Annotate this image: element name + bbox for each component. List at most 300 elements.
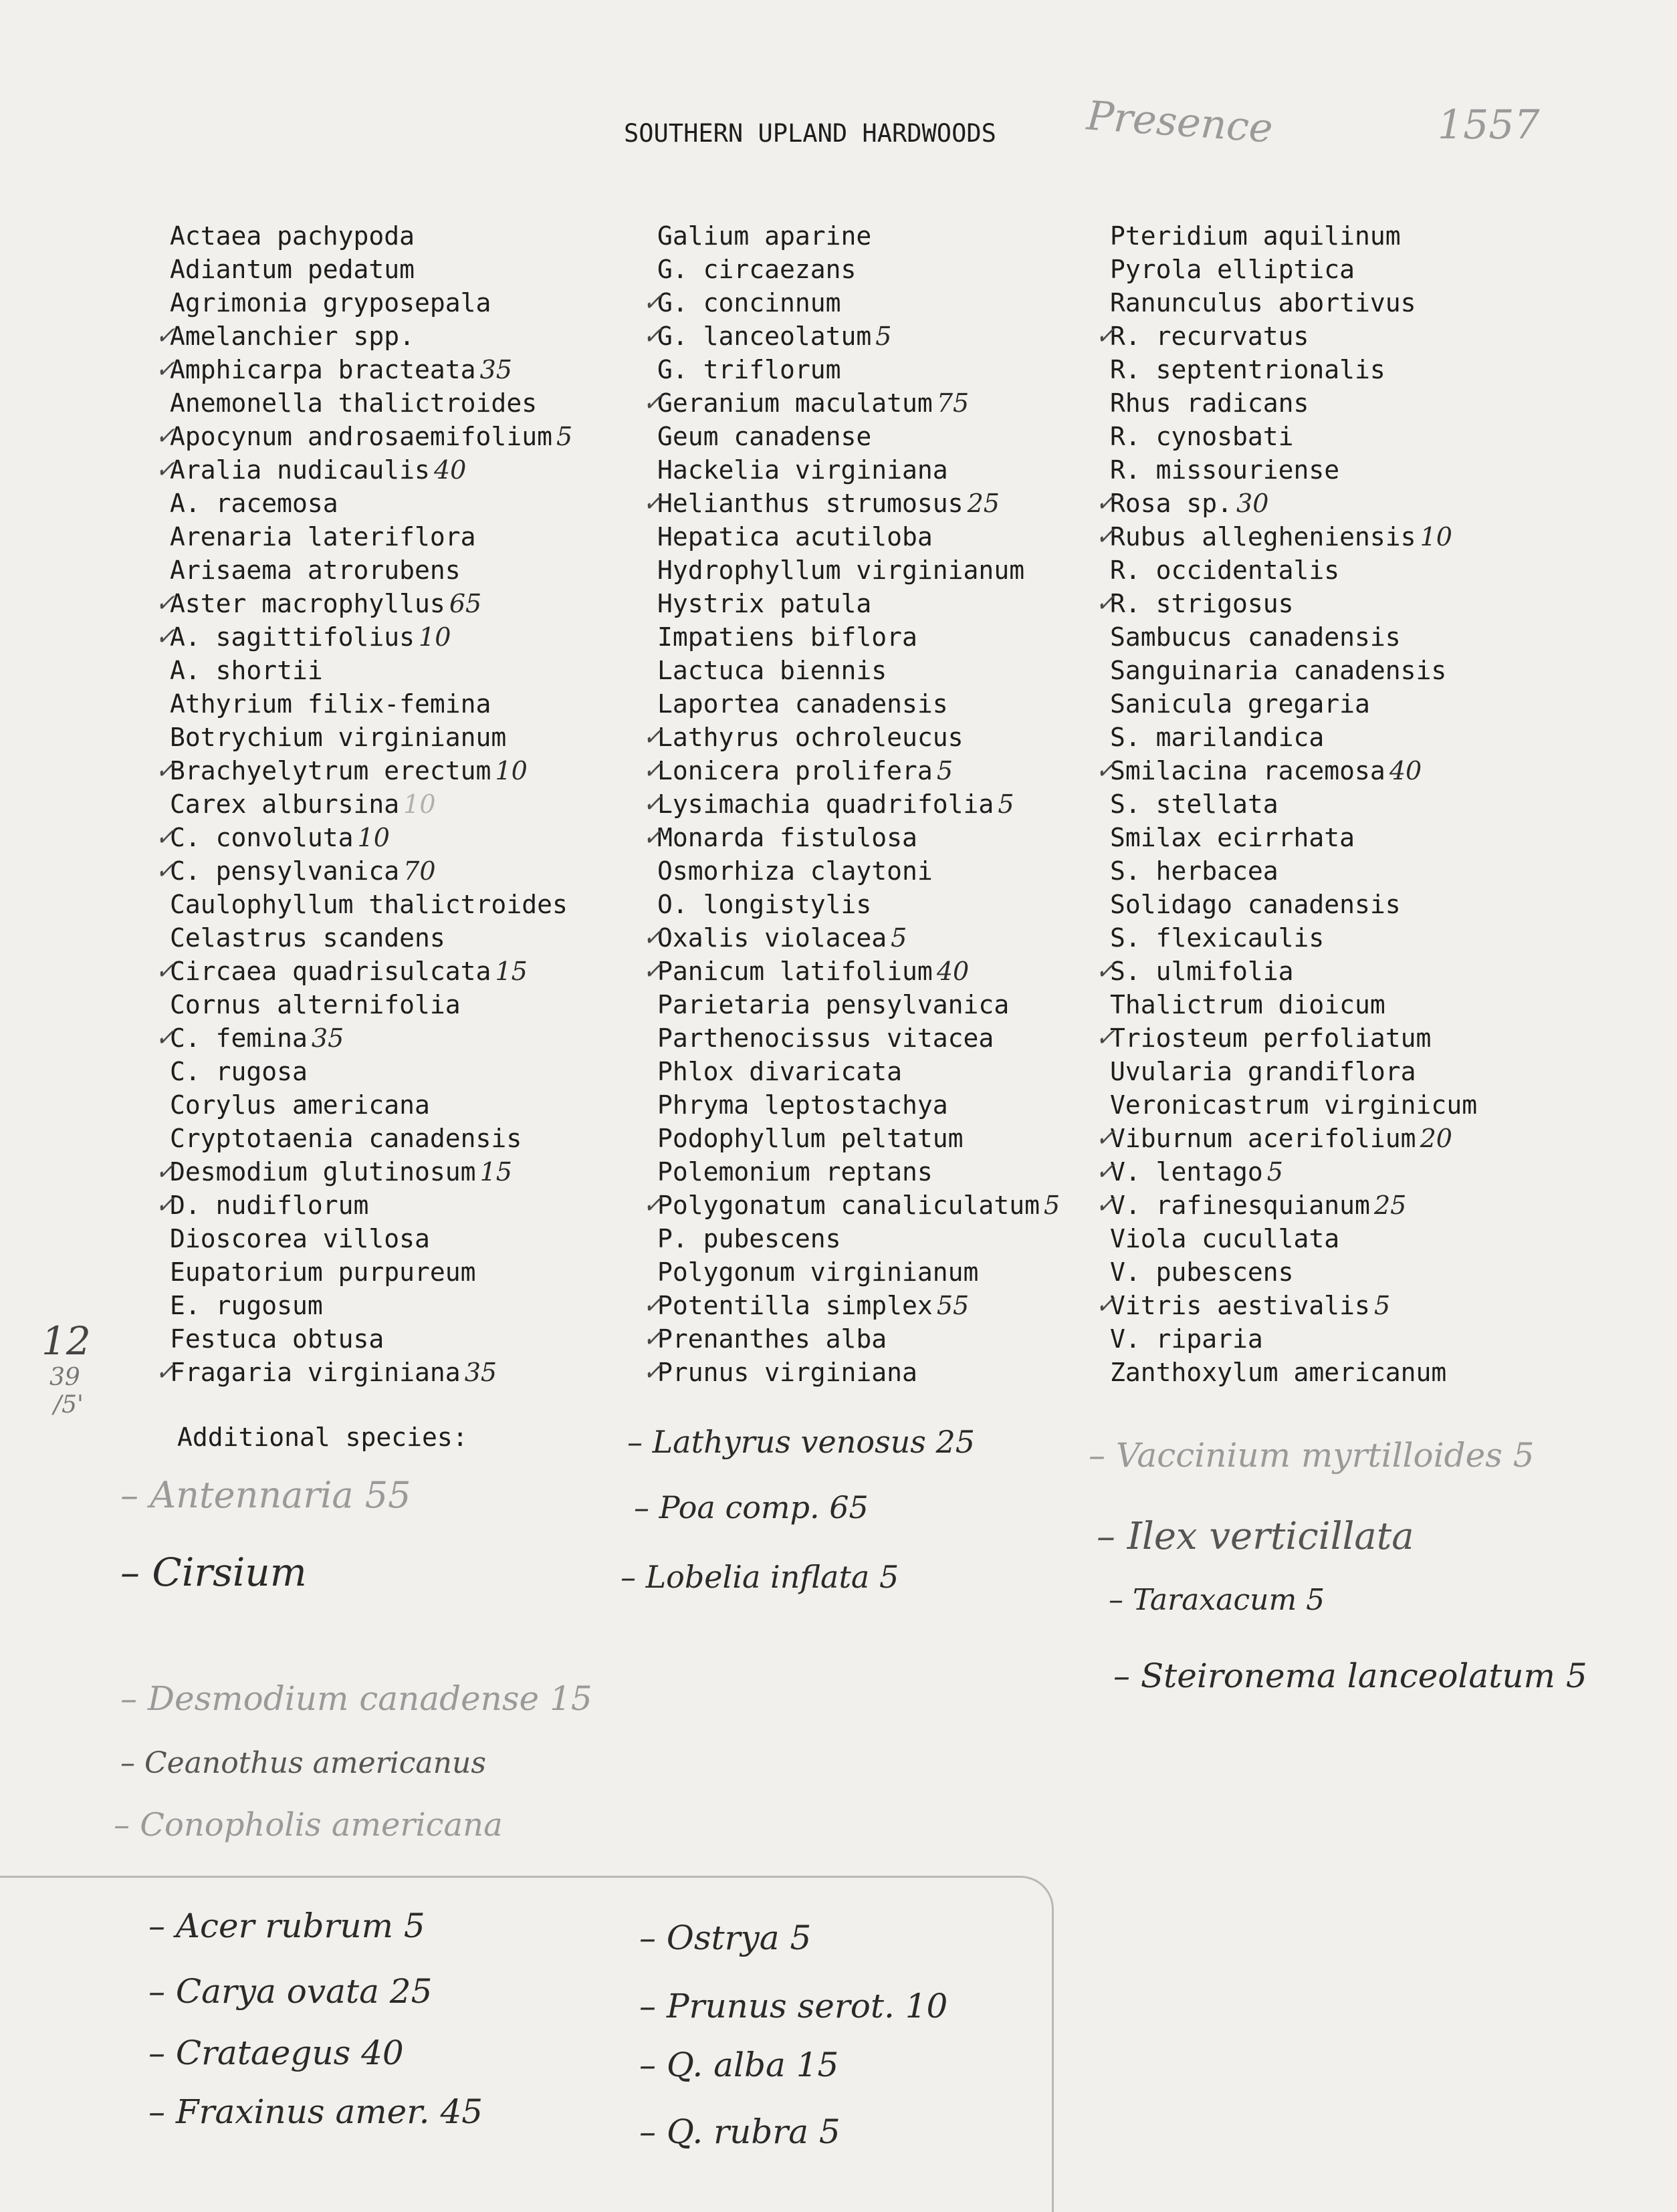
handwritten-species: – Q. alba 15 [639,2046,839,2084]
species-entry [1095,320,1477,353]
species-entry [657,453,1060,487]
species-entry [1110,1255,1477,1289]
species-entry [1095,1289,1477,1322]
species-entry [1110,1222,1477,1255]
species-entry [643,1356,1060,1389]
check-mark-icon: ✓ [1095,1191,1116,1219]
species-name: Pteridium aquilinum [1110,221,1401,251]
species-name: Botrychium virginianum [170,723,507,752]
species-entry [170,1122,572,1155]
species-name: V. pubescens [1110,1257,1294,1287]
species-entry [1110,1055,1477,1088]
species-entry [155,1356,572,1389]
species-entry [1110,687,1477,721]
species-entry [643,787,1060,821]
species-entry [1110,988,1477,1021]
species-name: G. circaezans [657,255,857,284]
species-name: Ranunculus abortivus [1110,288,1416,318]
species-entry [170,921,572,955]
handwritten-species: – Lathyrus venosus 25 [627,1424,976,1460]
species-name: E. rugosum [170,1291,323,1320]
species-entry [1110,1356,1477,1389]
species-name: G. lanceolatum [657,322,872,351]
species-entry [643,487,1060,520]
species-name: C. rugosa [170,1057,308,1086]
check-mark-icon: ✓ [643,824,663,851]
species-name: Eupatorium purpureum [170,1257,476,1287]
species-name: Celastrus scandens [170,923,445,953]
species-name: Fragaria virginiana [170,1358,461,1387]
handwritten-species: – Lobelia inflata 5 [621,1559,899,1595]
species-entry [155,1189,572,1222]
species-entry [155,821,572,854]
check-mark-icon: ✓ [155,322,176,350]
abundance-mark: 20 [1420,1124,1452,1153]
species-name: Galium aparine [657,221,872,251]
abundance-mark: 5 [1043,1191,1060,1220]
species-entry [170,1255,572,1289]
abundance-mark: 70 [403,856,436,886]
species-name: Carex albursina [170,789,400,819]
species-entry [1110,453,1477,487]
species-name: Geum canadense [657,422,872,451]
handwritten-species: – Acer rubrum 5 [148,1907,425,1945]
species-entry [657,620,1060,654]
species-name: Impatiens biflora [657,622,917,652]
species-name: Festuca obtusa [170,1324,384,1354]
species-name: Prunus virginiana [657,1358,917,1387]
species-entry [643,386,1060,420]
species-entry [657,520,1060,554]
species-entry [155,353,572,386]
species-entry [657,353,1060,386]
species-name: Viburnum acerifolium [1110,1124,1416,1153]
species-name: Athyrium filix-femina [170,689,491,719]
additional-species-label: Additional species: [177,1423,468,1452]
species-entry [643,320,1060,353]
species-entry [1110,1322,1477,1356]
species-name: A. racemosa [170,489,338,518]
check-mark-icon: ✓ [643,924,663,951]
check-mark-icon: ✓ [643,757,663,784]
abundance-mark: 75 [936,388,970,418]
species-entry [657,1222,1060,1255]
check-mark-icon: ✓ [1095,523,1116,550]
check-mark-icon: ✓ [643,723,663,751]
species-name: Lysimachia quadrifolia [657,789,994,819]
abundance-mark: 40 [936,957,970,986]
species-entry [657,1155,1060,1189]
species-entry [170,1088,572,1122]
species-name: Amphicarpa bracteata [170,355,476,384]
species-name: Parthenocissus vitacea [657,1023,994,1053]
handwritten-species: – Antennaria 55 [120,1474,411,1516]
check-mark-icon: ✓ [1095,1292,1116,1319]
species-name: Dioscorea villosa [170,1224,430,1253]
species-name: Corylus americana [170,1090,430,1120]
species-entry [1095,955,1477,988]
handwritten-species: – Desmodium canadense 15 [120,1679,592,1718]
species-entry [1110,554,1477,587]
species-name: S. ulmifolia [1110,957,1294,986]
species-name: C. convoluta [170,823,354,852]
species-name: V. rafinesquianum [1110,1191,1370,1220]
check-mark-icon: ✓ [643,322,663,350]
species-name: O. longistylis [657,890,872,919]
check-mark-icon: ✓ [155,957,176,985]
species-name: Rhus radicans [1110,388,1309,418]
abundance-mark: 10 [419,622,451,652]
species-entry [657,1122,1060,1155]
species-entry [1095,1155,1477,1189]
species-entry [170,888,572,921]
species-entry [170,654,572,687]
check-mark-icon: ✓ [155,1358,176,1386]
species-entry [170,1222,572,1255]
check-mark-icon: ✓ [1095,489,1116,517]
species-name: Hepatica acutiloba [657,522,933,551]
species-entry [1110,386,1477,420]
species-entry [657,554,1060,587]
handwritten-species: – Carya ovata 25 [148,1972,433,2011]
check-mark-icon: ✓ [155,356,176,383]
species-name: Aster macrophyllus [170,589,445,618]
species-entry [1110,253,1477,286]
abundance-mark: 15 [479,1157,512,1187]
species-name: Desmodium glutinosum [170,1157,476,1187]
margin-note [41,1318,115,1419]
species-name: Thalictrum dioicum [1110,990,1385,1019]
species-name: V. riparia [1110,1324,1263,1354]
species-entry [643,955,1060,988]
species-entry [657,854,1060,888]
species-entry [643,921,1060,955]
species-entry [1110,420,1477,453]
species-name: Arisaema atrorubens [170,556,461,585]
species-entry [1095,1122,1477,1155]
presence-note: Presence [1085,92,1274,152]
species-name: Phryma leptostachya [657,1090,948,1120]
handwritten-species: – Q. rubra 5 [639,2112,841,2151]
species-name: G. triflorum [657,355,841,384]
handwritten-species: – Poa comp. 65 [634,1489,869,1525]
abundance-mark: 35 [464,1358,497,1387]
species-entry [170,286,572,320]
abundance-mark: 35 [479,355,512,384]
species-entry [155,453,572,487]
species-name: Podophyllum peltatum [657,1124,964,1153]
abundance-mark: 5 [936,756,953,785]
check-mark-icon: ✓ [155,456,176,483]
species-name: R. strigosus [1110,589,1294,618]
species-entry [170,520,572,554]
abundance-mark: 15 [495,957,528,986]
species-name: Parietaria pensylvanica [657,990,1010,1019]
species-entry [1110,854,1477,888]
species-entry [657,654,1060,687]
species-name: Rosa sp. [1110,489,1233,518]
species-entry [643,1289,1060,1322]
species-entry [1110,821,1477,854]
abundance-mark: 40 [1389,756,1422,785]
check-mark-icon: ✓ [1095,322,1116,350]
species-entry [1110,286,1477,320]
species-name: Caulophyllum thalictroides [170,890,568,919]
abundance-mark: 40 [433,455,467,485]
species-name: Hydrophyllum virginianum [657,556,1025,585]
check-mark-icon: ✓ [643,1191,663,1219]
species-entry [657,420,1060,453]
species-entry [1110,787,1477,821]
check-mark-icon: ✓ [155,1024,176,1052]
species-name: Adiantum pedatum [170,255,415,284]
species-name: Polygonum virginianum [657,1257,979,1287]
check-mark-icon: ✓ [643,790,663,818]
species-entry [657,587,1060,620]
handwritten-species: – Ilex verticillata [1097,1515,1414,1558]
species-name: Brachyelytrum erectum [170,756,491,785]
species-entry [643,1322,1060,1356]
species-name: Agrimonia gryposepala [170,288,491,318]
species-entry [1110,219,1477,253]
handwritten-species: – Vaccinium myrtilloides 5 [1089,1436,1535,1475]
species-name: Anemonella thalictroides [170,388,538,418]
abundance-mark: 5 [556,422,573,451]
species-name: Viola cucullata [1110,1224,1340,1253]
check-mark-icon: ✓ [155,857,176,884]
species-name: Veronicastrum virginicum [1110,1090,1478,1120]
species-name: Helianthus strumosus [657,489,964,518]
species-entry [657,1021,1060,1055]
handwritten-species: – Ceanothus americanus [120,1746,486,1780]
check-mark-icon: ✓ [1095,590,1116,617]
margin-note-line: 39 [49,1364,80,1391]
species-entry [657,1255,1060,1289]
species-entry [1095,487,1477,520]
species-entry [1110,721,1477,754]
species-name: Oxalis violacea [657,923,887,953]
species-name: D. nudiflorum [170,1191,369,1220]
species-name: V. lentago [1110,1157,1263,1187]
species-entry [170,687,572,721]
species-name: Geranium maculatum [657,388,933,418]
abundance-mark: 5 [875,322,892,351]
species-name: Sanguinaria canadensis [1110,656,1447,685]
check-mark-icon: ✓ [643,1358,663,1386]
species-entry [1110,353,1477,386]
abundance-mark: 10 [357,823,390,852]
species-name: R. occidentalis [1110,556,1340,585]
check-mark-icon: ✓ [1095,957,1116,985]
species-entry [170,721,572,754]
species-name: Pyrola elliptica [1110,255,1355,284]
species-entry [1095,754,1477,787]
abundance-mark: 30 [1236,489,1269,518]
species-name: Triosteum perfoliatum [1110,1023,1432,1053]
species-entry [170,1289,572,1322]
species-name: Panicum latifolium [657,957,933,986]
species-entry [170,554,572,587]
species-entry [1110,654,1477,687]
margin-note-line: 12 [41,1318,91,1364]
abundance-mark: 5 [998,789,1014,819]
species-entry [657,253,1060,286]
species-name: Laportea canadensis [657,689,948,719]
species-entry [1110,888,1477,921]
species-name: S. marilandica [1110,723,1325,752]
species-name: Rubus allegheniensis [1110,522,1416,551]
species-entry [155,420,573,453]
species-entry [170,988,572,1021]
species-entry [657,219,1060,253]
species-entry [170,487,572,520]
species-entry [1110,921,1477,955]
check-mark-icon: ✓ [643,957,663,985]
species-entry [1095,520,1477,554]
species-name: Sambucus canadensis [1110,622,1401,652]
species-name: Lonicera prolifera [657,756,933,785]
species-column-1 [155,219,573,1389]
species-name: Osmorhiza claytoni [657,856,933,886]
species-name: Smilacina racemosa [1110,756,1385,785]
species-name: Hystrix patula [657,589,872,618]
species-name: S. herbacea [1110,856,1278,886]
species-name: Cornus alternifolia [170,990,461,1019]
species-name: Uvularia grandiflora [1110,1057,1416,1086]
species-name: Hackelia virginiana [657,455,948,485]
species-entry [170,386,572,420]
abundance-mark: 55 [936,1291,970,1320]
check-mark-icon: ✓ [1095,1158,1116,1185]
species-name: R. cynosbati [1110,422,1294,451]
species-entry [170,1055,572,1088]
species-name: Monarda fistulosa [657,823,917,852]
species-name: Cryptotaenia canadensis [170,1124,522,1153]
species-entry [657,988,1060,1021]
species-name: Phlox divaricata [657,1057,903,1086]
species-name: G. concinnum [657,288,841,318]
species-name: Prenanthes alba [657,1324,887,1354]
abundance-mark: 5 [1373,1291,1391,1320]
abundance-mark: 65 [449,589,482,618]
species-name: Polygonatum canaliculatum [657,1191,1040,1220]
check-mark-icon: ✓ [643,489,663,517]
abundance-mark: 25 [1373,1191,1407,1220]
species-entry [170,253,572,286]
species-name: Smilax ecirrhata [1110,823,1355,852]
check-mark-icon: ✓ [1095,1124,1116,1152]
species-name: R. septentrionalis [1110,355,1385,384]
handwritten-species: – Fraxinus amer. 45 [148,2092,483,2131]
species-name: S. flexicaulis [1110,923,1325,953]
abundance-mark: 5 [1266,1157,1283,1187]
check-mark-icon: ✓ [155,824,176,851]
check-mark-icon: ✓ [1095,1024,1116,1052]
species-name: Aralia nudicaulis [170,455,430,485]
species-entry [643,721,1060,754]
check-mark-icon: ✓ [155,757,176,784]
species-entry [657,687,1060,721]
species-name: Potentilla simplex [657,1291,933,1320]
species-column-3 [1095,219,1478,1389]
species-entry [643,821,1060,854]
species-name: Actaea pachypoda [170,221,415,251]
species-entry [643,286,1060,320]
species-name: Lactuca biennis [657,656,887,685]
species-entry [1110,620,1477,654]
page-title: SOUTHERN UPLAND HARDWOODS [624,119,996,148]
species-entry [155,587,572,620]
species-name: Solidago canadensis [1110,890,1401,919]
species-entry [155,1155,572,1189]
species-name: Sanicula gregaria [1110,689,1370,719]
species-entry [1110,1088,1477,1122]
species-name: C. femina [170,1023,308,1053]
species-entry [1095,1189,1477,1222]
species-name: Lathyrus ochroleucus [657,723,964,752]
species-entry [1095,587,1477,620]
species-name: R. recurvatus [1110,322,1309,351]
handwritten-species: – Crataegus 40 [148,2034,404,2072]
handwritten-species: – Steironema lanceolatum 5 [1113,1656,1587,1695]
species-name: R. missouriense [1110,455,1340,485]
species-entry [657,1088,1060,1122]
margin-note-line: /5' [53,1391,84,1419]
species-entry [155,955,572,988]
check-mark-icon: ✓ [643,389,663,416]
species-name: Vitris aestivalis [1110,1291,1370,1320]
species-entry [657,888,1060,921]
species-name: Amelanchier spp. [170,322,415,351]
abundance-mark: 10 [1420,522,1452,551]
abundance-mark: 5 [891,923,907,953]
handwritten-species: – Conopholis americana [114,1806,503,1844]
species-entry [643,1189,1060,1222]
check-mark-icon: ✓ [643,289,663,316]
check-mark-icon: ✓ [155,422,176,450]
species-column-2 [643,219,1060,1389]
abundance-mark: 10 [495,756,528,785]
check-mark-icon: ✓ [643,1292,663,1319]
check-mark-icon: ✓ [643,1325,663,1352]
check-mark-icon: ✓ [155,1158,176,1185]
species-entry [170,1322,572,1356]
handwritten-species: – Taraxacum 5 [1109,1583,1325,1617]
species-name: Polemonium reptans [657,1157,933,1187]
species-name: A. shortii [170,656,323,685]
check-mark-icon: ✓ [155,1191,176,1219]
species-name: P. pubescens [657,1224,841,1253]
species-name: Circaea quadrisulcata [170,957,491,986]
check-mark-icon: ✓ [155,590,176,617]
species-entry [155,754,572,787]
abundance-mark: 25 [967,489,1000,518]
check-mark-icon: ✓ [155,623,176,650]
species-entry [657,1055,1060,1088]
check-mark-icon: ✓ [1095,757,1116,784]
species-name: Apocynum androsaemifolium [170,422,552,451]
species-name: Arenaria lateriflora [170,522,476,551]
document-number-note: 1557 [1438,102,1540,148]
abundance-mark: 35 [311,1023,344,1053]
species-entry [155,1021,572,1055]
species-entry [170,219,572,253]
handwritten-species: – Prunus serot. 10 [639,1987,948,2025]
species-entry [155,620,572,654]
abundance-mark: 10 [403,789,436,819]
species-entry [643,754,1060,787]
species-entry [1095,1021,1477,1055]
